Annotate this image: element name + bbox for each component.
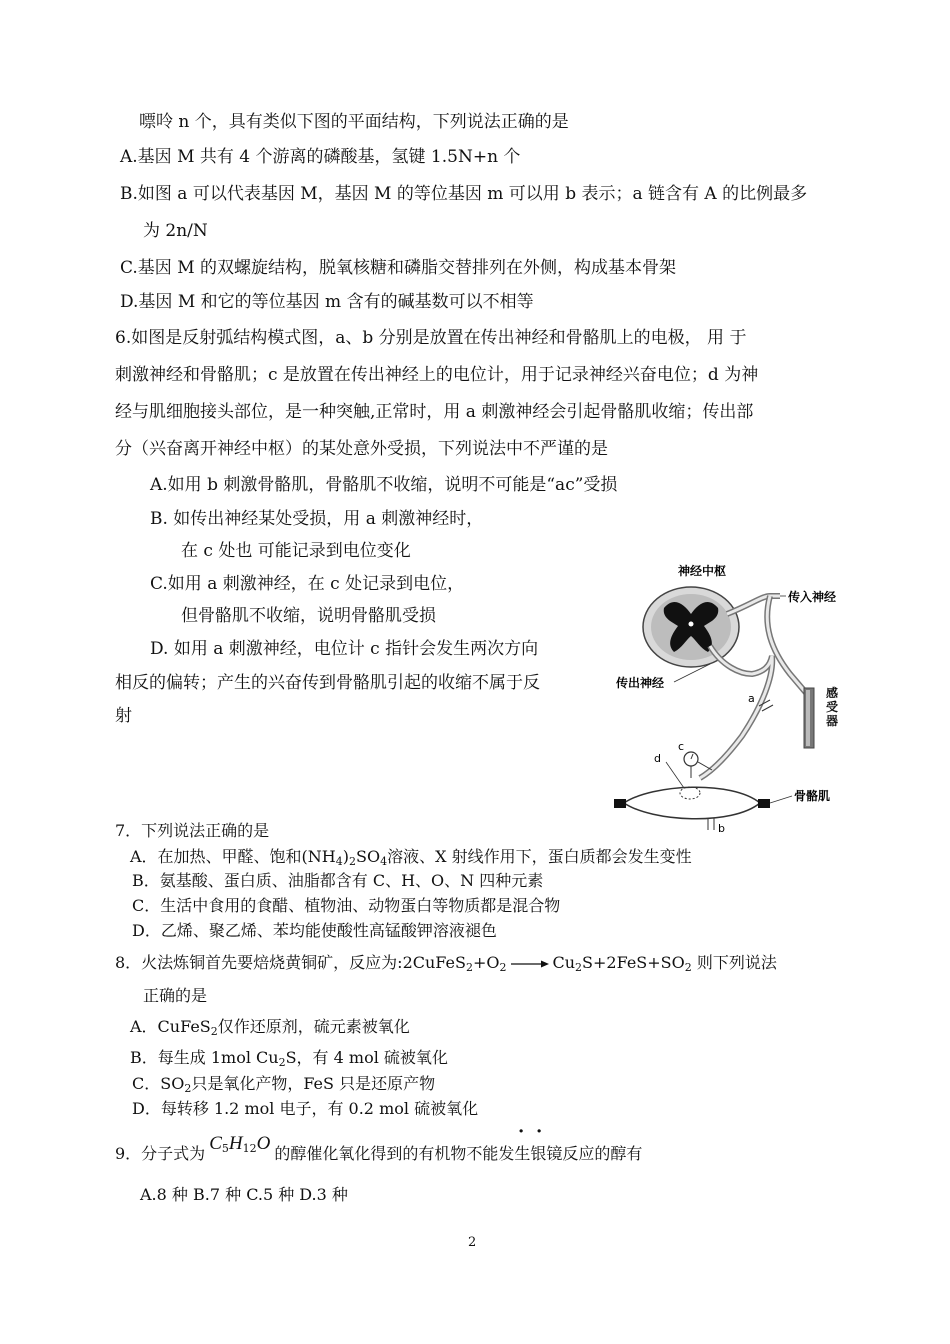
- q7-option-a: A．在加热、甲醛、饱和$(NH_4)_2SO_4$溶液、X 射线作用下，蛋白质都会发生变性: [130, 847, 692, 868]
- q6-option-b-cont: 在 c 处也 可能记录到电位变化: [181, 541, 411, 561]
- reaction-arrow-icon: [511, 959, 549, 969]
- reflex-arc-diagram: [612, 556, 842, 840]
- q6-option-c-cont: 但骨骼肌不收缩，说明骨骼肌受损: [181, 606, 436, 626]
- emphasis-dot: ·: [518, 1121, 525, 1142]
- label-a: a: [748, 692, 755, 705]
- molecular-formula: $C_5H_{12}O$: [209, 1133, 271, 1155]
- q6-option-d-cont: 相反的偏转；产生的兴奋传到骨骼肌引起的收缩不属于反: [115, 673, 540, 693]
- q6-option-b: B. 如传出神经某处受损，用 a 刺激神经时，: [150, 509, 484, 529]
- q7-option-d: D．乙烯、聚乙烯、苯均能使酸性高锰酸钾溶液褪色: [132, 921, 497, 940]
- q9-options: A.8 种 B.7 种 C.5 种 D.3 种: [140, 1185, 348, 1204]
- q9-stem: 9．分子式为 $C_5H_{12}O$ 的醇催化氧化得到的有机物不能发生银镜反应的醇有: [115, 1133, 643, 1163]
- q6-stem-line4: 分（兴奋离开神经中枢）的某处意外受损，下列说法中不严谨的是: [115, 439, 608, 459]
- q7-option-c: C．生活中食用的食醋、植物油、动物蛋白等物质都是混合物: [132, 896, 561, 915]
- label-receptor: 感受器: [826, 686, 839, 728]
- q8-option-a: A．CuFeS$_2$仅作还原剂，硫元素被氧化: [130, 1017, 410, 1038]
- q6-option-d: D. 如用 a 刺激神经，电位计 c 指针会发生两次方向: [150, 639, 539, 659]
- q6-stem-line3: 经与肌细胞接头部位，是一种突触,正常时，用 a 刺激神经会引起骨骼肌收缩；传出部: [115, 402, 754, 422]
- label-afferent-nerve: 传入神经: [788, 590, 837, 604]
- label-c: c: [678, 740, 685, 753]
- label-d: d: [654, 752, 661, 765]
- q6-option-c: C.如用 a 刺激神经，在 c 处记录到电位，: [150, 574, 465, 594]
- label-b: b: [718, 822, 725, 835]
- q5-option-d: D.基因 M 和它的等位基因 m 含有的碱基数可以不相等: [120, 292, 534, 312]
- q8-stem: 8．火法炼铜首先要焙烧黄铜矿，反应为$:2CuFeS_2+O_2$ $Cu_2S+2FeS+SO_2$ 则下列说法: [115, 953, 777, 974]
- label-efferent-nerve: 传出神经: [616, 676, 665, 690]
- q6-option-d-cont2: 射: [115, 706, 132, 726]
- q8-option-c: C．$SO_2$只是氧化产物，FeS 只是还原产物: [132, 1074, 436, 1095]
- q6-stem-line1: 6.如图是反射弧结构模式图，a、b 分别是放置在传出神经和骨骼肌上的电极， 用 于: [115, 328, 747, 348]
- q8-stem-cont: 正确的是: [143, 986, 208, 1005]
- page-number: 2: [468, 1235, 477, 1250]
- label-nerve-center: 神经中枢: [678, 564, 727, 578]
- emphasis-dot: ·: [536, 1121, 543, 1142]
- q5-stem: 嘌呤 n 个，具有类似下图的平面结构，下列说法正确的是: [139, 112, 569, 132]
- q7-stem: 7．下列说法正确的是: [115, 821, 270, 840]
- q5-option-a: A.基因 M 共有 4 个游离的磷酸基，氢键 1.5N+n 个: [120, 147, 521, 167]
- q5-option-b: B.如图 a 可以代表基因 M，基因 M 的等位基因 m 可以用 b 表示；a 链含有 A 的比例最多: [120, 184, 808, 204]
- q8-option-b: B．每生成 1mol $Cu_2S$，有 4 mol 硫被氧化: [130, 1048, 448, 1069]
- q6-stem-line2: 刺激神经和骨骼肌；c 是放置在传出神经上的电位计，用于记录神经兴奋电位；d 为神: [115, 365, 759, 385]
- skeletal-muscle: [624, 787, 760, 819]
- q5-option-c: C.基因 M 的双螺旋结构，脱氧核糖和磷脂交替排列在外侧，构成基本骨架: [120, 258, 677, 278]
- label-skeletal-muscle: 骨骼肌: [794, 789, 831, 803]
- q7-option-b: B．氨基酸、蛋白质、油脂都含有 C、H、O、N 四种元素: [132, 871, 544, 890]
- q8-option-d: D．每转移 1.2 mol 电子，有 0.2 mol 硫被氧化: [132, 1099, 479, 1118]
- reflex-arc-figure: [612, 556, 842, 840]
- q5-option-b-cont: 为 2n/N: [143, 221, 208, 241]
- q6-option-a: A.如用 b 刺激骨骼肌，骨骼肌不收缩，说明不可能是“ac”受损: [150, 475, 618, 495]
